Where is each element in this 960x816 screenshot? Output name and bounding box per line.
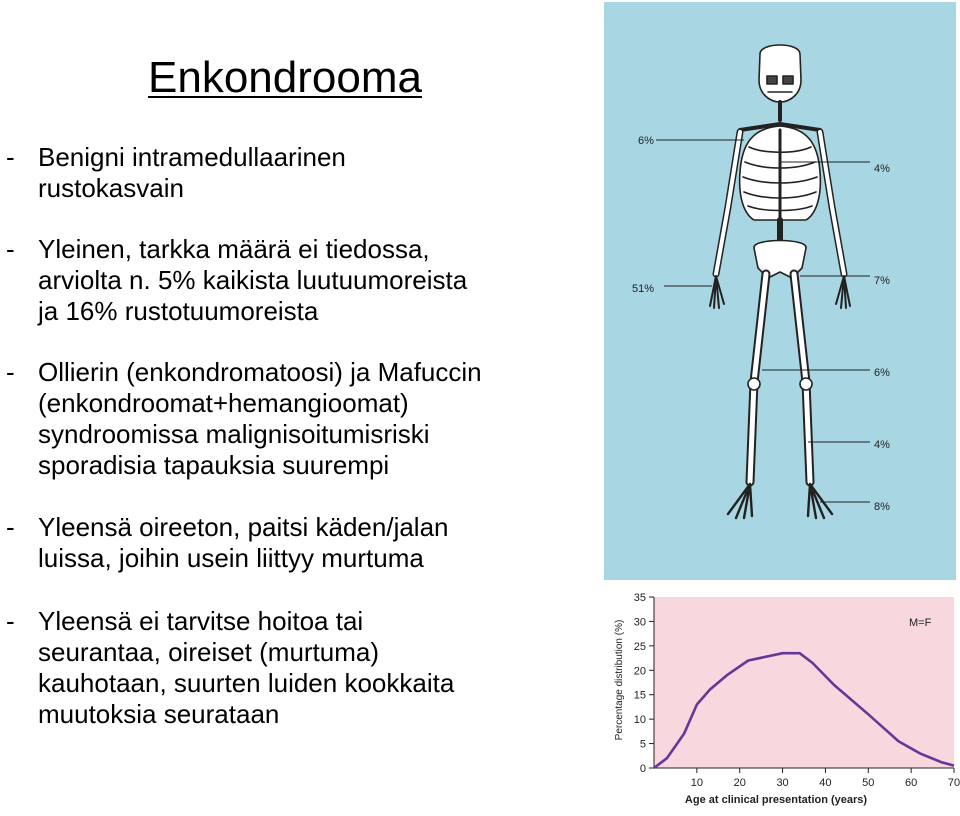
y-axis-label: Percentage distribution (%) (614, 619, 625, 741)
page-title: Enkondrooma (148, 53, 422, 102)
x-tick-label: 50 (862, 777, 875, 789)
right-knee (800, 378, 812, 390)
y-tick-label: 20 (633, 665, 646, 678)
x-axis-label: Age at clinical presentation (years) (684, 794, 868, 806)
bullet-line: luissa, joihin usein liittyy murtuma (38, 543, 424, 573)
label-foot: 8% (874, 501, 890, 513)
y-tick-label: 5 (639, 738, 646, 751)
y-tick-label: 15 (633, 689, 646, 702)
y-axis (634, 592, 654, 775)
bullet-dash: - (6, 512, 15, 542)
chart-annotation: M=F (909, 617, 932, 629)
bullet-line: Yleinen, tarkka määrä ei tiedossa, (38, 234, 430, 264)
y-tick-label: 10 (633, 714, 646, 727)
bullet-item (6, 606, 596, 730)
bullet-item (6, 234, 596, 327)
x-tick-label: 10 (690, 777, 703, 789)
bullet-item (6, 512, 596, 574)
bullet-line: Benigni intramedullaarinen (38, 142, 346, 172)
label-ribs: 6% (638, 135, 654, 147)
bullet-line: Yleensä oireeton, paitsi käden/jalan (38, 512, 449, 542)
bullet-dash: - (6, 357, 15, 387)
bullet-line: (enkondroomat+hemangioomat) (38, 388, 409, 418)
bullet-dash: - (6, 234, 15, 264)
label-femur: 6% (874, 367, 890, 379)
pelvis (754, 241, 806, 279)
left-knee (748, 378, 760, 390)
bullet-dash: - (6, 606, 15, 636)
skeleton-illustration (604, 2, 956, 580)
x-tick-label: 30 (776, 777, 789, 789)
bullet-line: Ollierin (enkondromatoosi) ja Mafuccin (38, 357, 482, 387)
bullet-item (6, 142, 596, 204)
x-tick-label: 20 (733, 777, 746, 789)
label-pelvis: 7% (874, 275, 890, 287)
label-tibia: 4% (874, 439, 890, 451)
x-axis (654, 768, 960, 789)
bullet-dash: - (6, 142, 15, 172)
bullet-line: syndroomissa malignisoitumisriski (38, 419, 430, 449)
age-distribution-chart (604, 584, 960, 812)
bullet-line: arviolta n. 5% kaikista luutuumoreista (38, 265, 468, 295)
bullet-line: kauhotaan, suurten luiden kookkaita (38, 668, 455, 698)
x-tick-label: 40 (819, 777, 832, 789)
x-tick-label: 60 (905, 777, 918, 789)
bullet-line: Yleensä ei tarvitse hoitoa tai (38, 606, 364, 636)
label-sternum: 4% (874, 163, 890, 175)
y-tick-label: 30 (633, 616, 646, 629)
bullet-line: ja 16% rustotuumoreista (38, 296, 319, 326)
y-tick-label: 35 (633, 592, 646, 604)
bullet-line: seurantaa, oireiset (murtuma) (38, 637, 380, 667)
bullet-line: muutoksia seurataan (38, 699, 280, 729)
bullet-line: sporadisia tapauksia suurempi (38, 450, 390, 480)
y-tick-label: 0 (639, 763, 646, 775)
label-hand: 51% (632, 283, 655, 295)
skull (759, 45, 801, 102)
x-tick-label: 70 (947, 777, 960, 789)
y-tick-label: 25 (633, 640, 646, 653)
bullet-item (6, 357, 596, 481)
bullet-line: rustokasvain (38, 173, 184, 203)
